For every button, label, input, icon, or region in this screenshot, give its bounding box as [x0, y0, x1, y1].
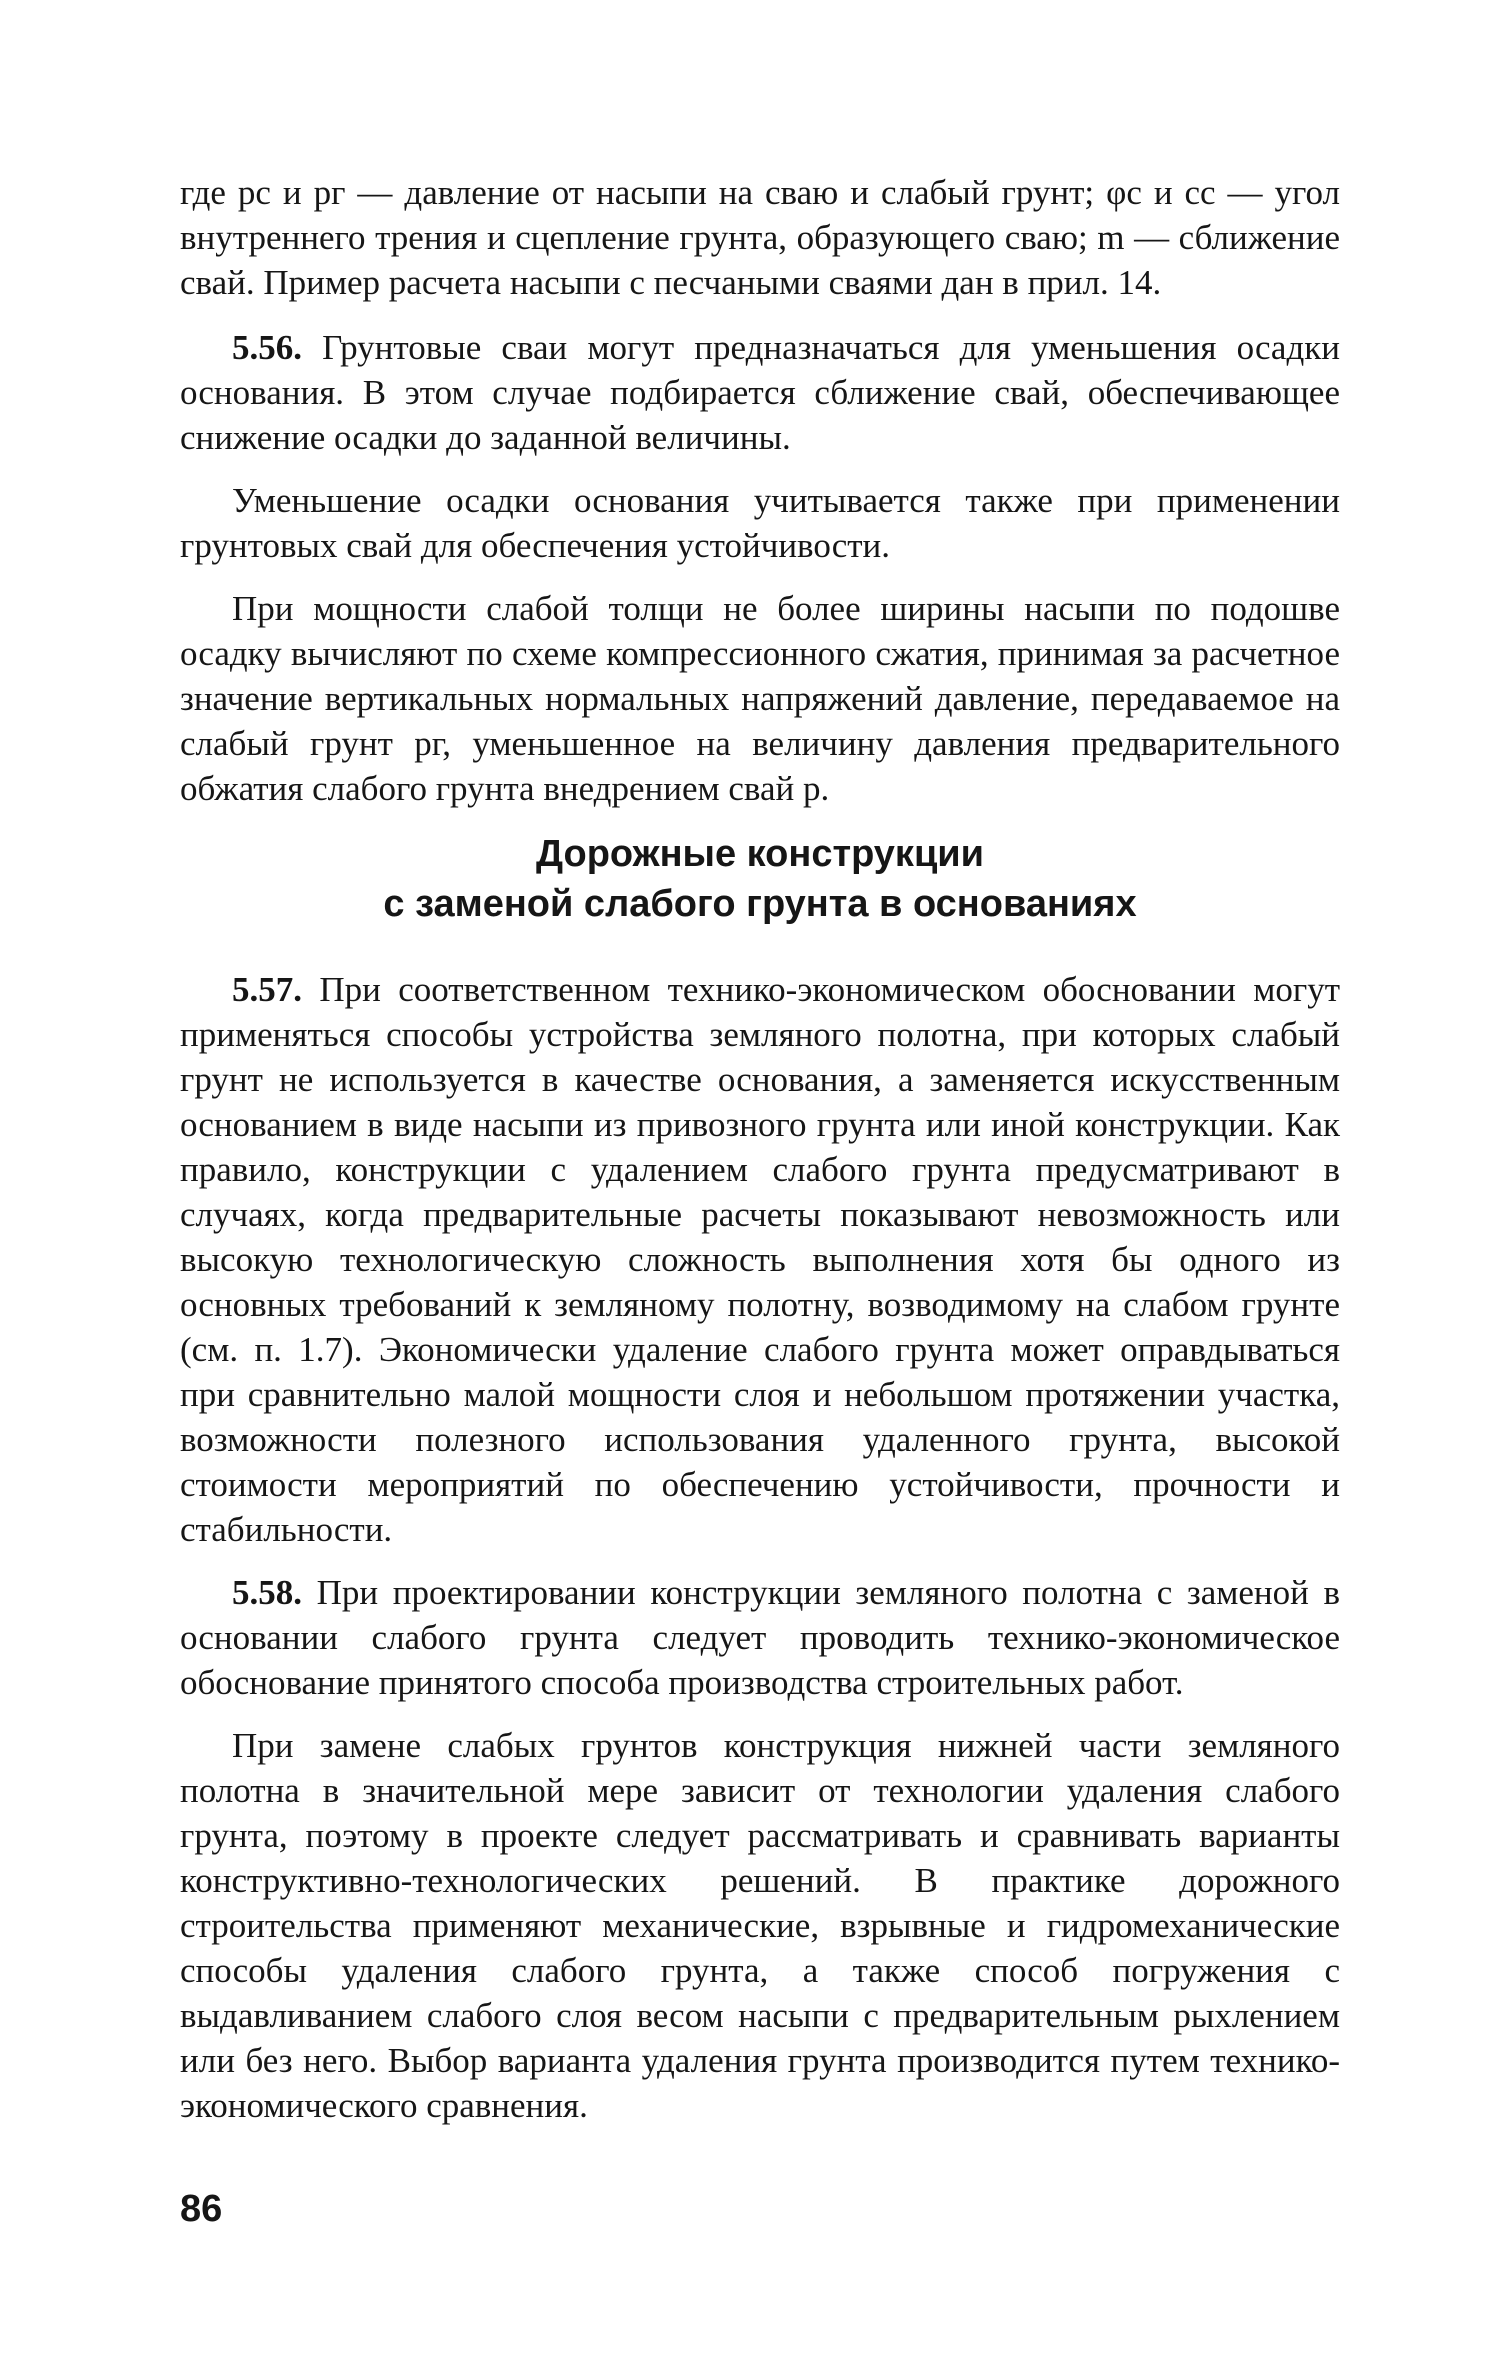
- heading-line-2: с заменой слабого грунта в основаниях: [383, 883, 1137, 925]
- paragraph-text: Грунтовые сваи могут предназначаться для уменьшения осадки основания. В этом случае подбирается сближение свай, обеспечивающее снижение осадки до заданной величины.: [180, 328, 1341, 457]
- paragraph-text: При соответственном технико-экономическом обосновании могут применяться способы устройства земляного полотна, при которых слабый грунт не используется в качестве основания, а заменяется искусственным основанием в виде насыпи из привозного грунта или иной конструкции. Как правило, конструкции с удалением слабого грунта предусматривают в случаях, когда предварительные расчеты показывают невозможность или высокую технологическую сложность выполнения хотя бы одного из основных требований к земляному полотну, возводимому на слабом грунте (см. п. 1.7). Экономически удаление слабого грунта может оправдываться при сравнительно малой мощности слоя и небольшом протяжении участка, возможности полезного использования удаленного грунта, высокой стоимости мероприятий по обеспечению устойчивости, прочности и стабильности.: [180, 970, 1340, 1549]
- paragraph-text: При мощности слабой толщи не более ширины насыпи по подошве осадку вычисляют по схеме компрессионного сжатия, принимая за расчетное значение вертикальных нормальных напряжений давление, передаваемое на слабый грунт pг, уменьшенное на величину давления предварительного обжатия слабого грунта внедрением свай p.: [180, 589, 1340, 808]
- heading-line-1: Дорожные конструкции: [535, 833, 985, 875]
- paragraph-replacement-methods: [180, 1723, 1340, 2128]
- paragraph-text: При проектировании конструкции земляного полотна с заменой в основании слабого грунта следует проводить технико-экономическое обоснование принятого способа производства строительных работ.: [180, 1573, 1341, 1702]
- section-number: 5.57.: [232, 970, 302, 1009]
- paragraph-5-58: [180, 1570, 1340, 1705]
- section-number: 5.58.: [232, 1573, 302, 1612]
- paragraph-compression-scheme: [180, 586, 1340, 811]
- paragraph-settlement-reduction: [180, 478, 1340, 568]
- paragraph-text: При замене слабых грунтов конструкция нижней части земляного полотна в значительной мере зависит от технологии удаления слабого грунта, поэтому в проекте следует рассматривать и сравнивать варианты конструктивно-технологических решений. В практике дорожного строительства применяют механические, взрывные и гидромеханические способы удаления слабого грунта, а также способ погружения с выдавливанием слабого слоя весом насыпи с предварительным рыхлением или без него. Выбор варианта удаления грунта производится путем технико-экономического сравнения.: [180, 1726, 1340, 2125]
- paragraph-text: Уменьшение осадки основания учитывается также при применении грунтовых свай для обеспечения устойчивости.: [180, 481, 1340, 565]
- section-number: 5.56.: [232, 328, 302, 367]
- paragraph-formula-notation: [180, 170, 1340, 305]
- page-body: [180, 170, 1340, 2146]
- paragraph-5-57: [180, 967, 1340, 1552]
- paragraph-5-56: [180, 325, 1340, 460]
- section-heading: [180, 829, 1340, 929]
- page-number: 86: [180, 2188, 223, 2230]
- paragraph-text: где pс и pг — давление от насыпи на сваю и слабый грунт; φс и cс — угол внутреннего трения и сцепление грунта, образующего сваю; m — сближение свай. Пример расчета насыпи с песчаными сваями дан в прил. 14.: [180, 173, 1340, 302]
